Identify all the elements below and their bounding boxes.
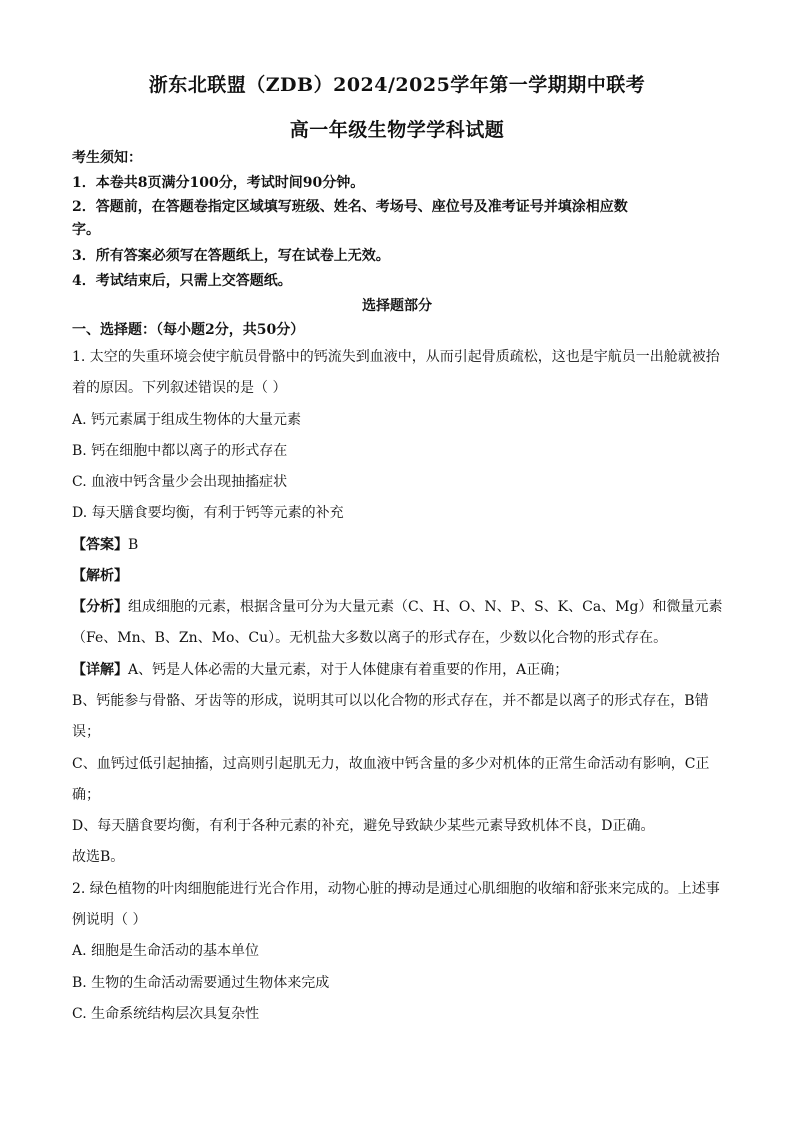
fenxi-text-cont: （Fe、Mn、B、Zn、Mo、Cu）。无机盐大多数以离子的形式存在，少数以化合物的形式存在。 bbox=[72, 630, 668, 646]
question-2-stem-cont: 例说明（ ） bbox=[72, 912, 147, 928]
answer-value: B bbox=[128, 537, 139, 553]
xiangjie-line bbox=[72, 660, 722, 680]
option-d: D. 每天膳食要均衡，有利于钙等元素的补充 bbox=[72, 505, 344, 521]
option-c: C. 血液中钙含量少会出现抽搐症状 bbox=[72, 474, 288, 490]
fenxi-text: 组成细胞的元素，根据含量可分为大量元素（C、H、O、N、P、S、K、Ca、Mg）和微量元素 bbox=[128, 599, 723, 615]
option-c: C. 生命系统结构层次具复杂性 bbox=[72, 1006, 260, 1022]
detail-c: C、血钙过低引起抽搐，过高则引起肌无力，故血液中钙含量的多少对机体的正常生命活动有影响，C正 bbox=[72, 756, 710, 772]
option-b: B. 生物的生命活动需要通过生物体来完成 bbox=[72, 975, 330, 991]
question-1-stem: 1. 太空的失重环境会使宇航员骨骼中的钙流失到血液中，从而引起骨质疏松，这也是宇航员一出舱就被抬 bbox=[72, 349, 720, 365]
option-b: B. 钙在细胞中都以离子的形式存在 bbox=[72, 443, 288, 459]
detail-c-cont: 确； bbox=[72, 787, 100, 803]
detail-b: B、钙能参与骨骼、牙齿等的形成，说明其可以以化合物的形式存在，并不都是以离子的形式存在，B错 bbox=[72, 693, 709, 709]
question-2-stem: 2. 绿色植物的叶肉细胞能进行光合作用，动物心脏的搏动是通过心肌细胞的收缩和舒张来完成的。上述事 bbox=[72, 881, 720, 897]
notice-item: 4．考试结束后，只需上交答题纸。 bbox=[72, 273, 292, 289]
notice-heading: 考生须知： bbox=[72, 150, 142, 166]
question-1-stem-cont: 着的原因。下列叙述错误的是（ ） bbox=[72, 380, 287, 396]
analysis-label: 【解析】 bbox=[72, 568, 128, 584]
answer-line bbox=[72, 535, 722, 555]
exam-title: 浙东北联盟（ZDB）2024/2025学年第一学期期中联考 bbox=[148, 74, 646, 96]
xiangjie-label: 【详解】 bbox=[72, 662, 128, 678]
fenxi-line bbox=[72, 597, 722, 617]
section-heading: 一、选择题：（每小题2分，共50分） bbox=[72, 322, 305, 338]
notice-item: 3．所有答案必须写在答题纸上，写在试卷上无效。 bbox=[72, 248, 390, 264]
notice-item: 字。 bbox=[72, 222, 100, 238]
answer-label: 【答案】 bbox=[72, 537, 128, 553]
xiangjie-a: A、钙是人体必需的大量元素，对于人体健康有着重要的作用，A正确； bbox=[128, 662, 569, 678]
notice-item: 1．本卷共8页满分100分，考试时间90分钟。 bbox=[72, 175, 365, 191]
fenxi-label: 【分析】 bbox=[72, 599, 128, 615]
option-a: A. 细胞是生命活动的基本单位 bbox=[72, 943, 260, 959]
exam-subtitle: 高一年级生物学学科试题 bbox=[289, 119, 505, 141]
detail-d: D、每天膳食要均衡，有利于各种元素的补充，避免导致缺少某些元素导致机体不良，D正确。 bbox=[72, 818, 655, 834]
part-title: 选择题部分 bbox=[362, 298, 432, 314]
option-a: A. 钙元素属于组成生物体的大量元素 bbox=[72, 412, 302, 428]
conclusion: 故选B。 bbox=[72, 849, 125, 865]
notice-item: 2．答题前，在答题卷指定区域填写班级、姓名、考场号、座位号及准考证号并填涂相应数 bbox=[72, 199, 628, 215]
detail-b-cont: 误； bbox=[72, 724, 100, 740]
